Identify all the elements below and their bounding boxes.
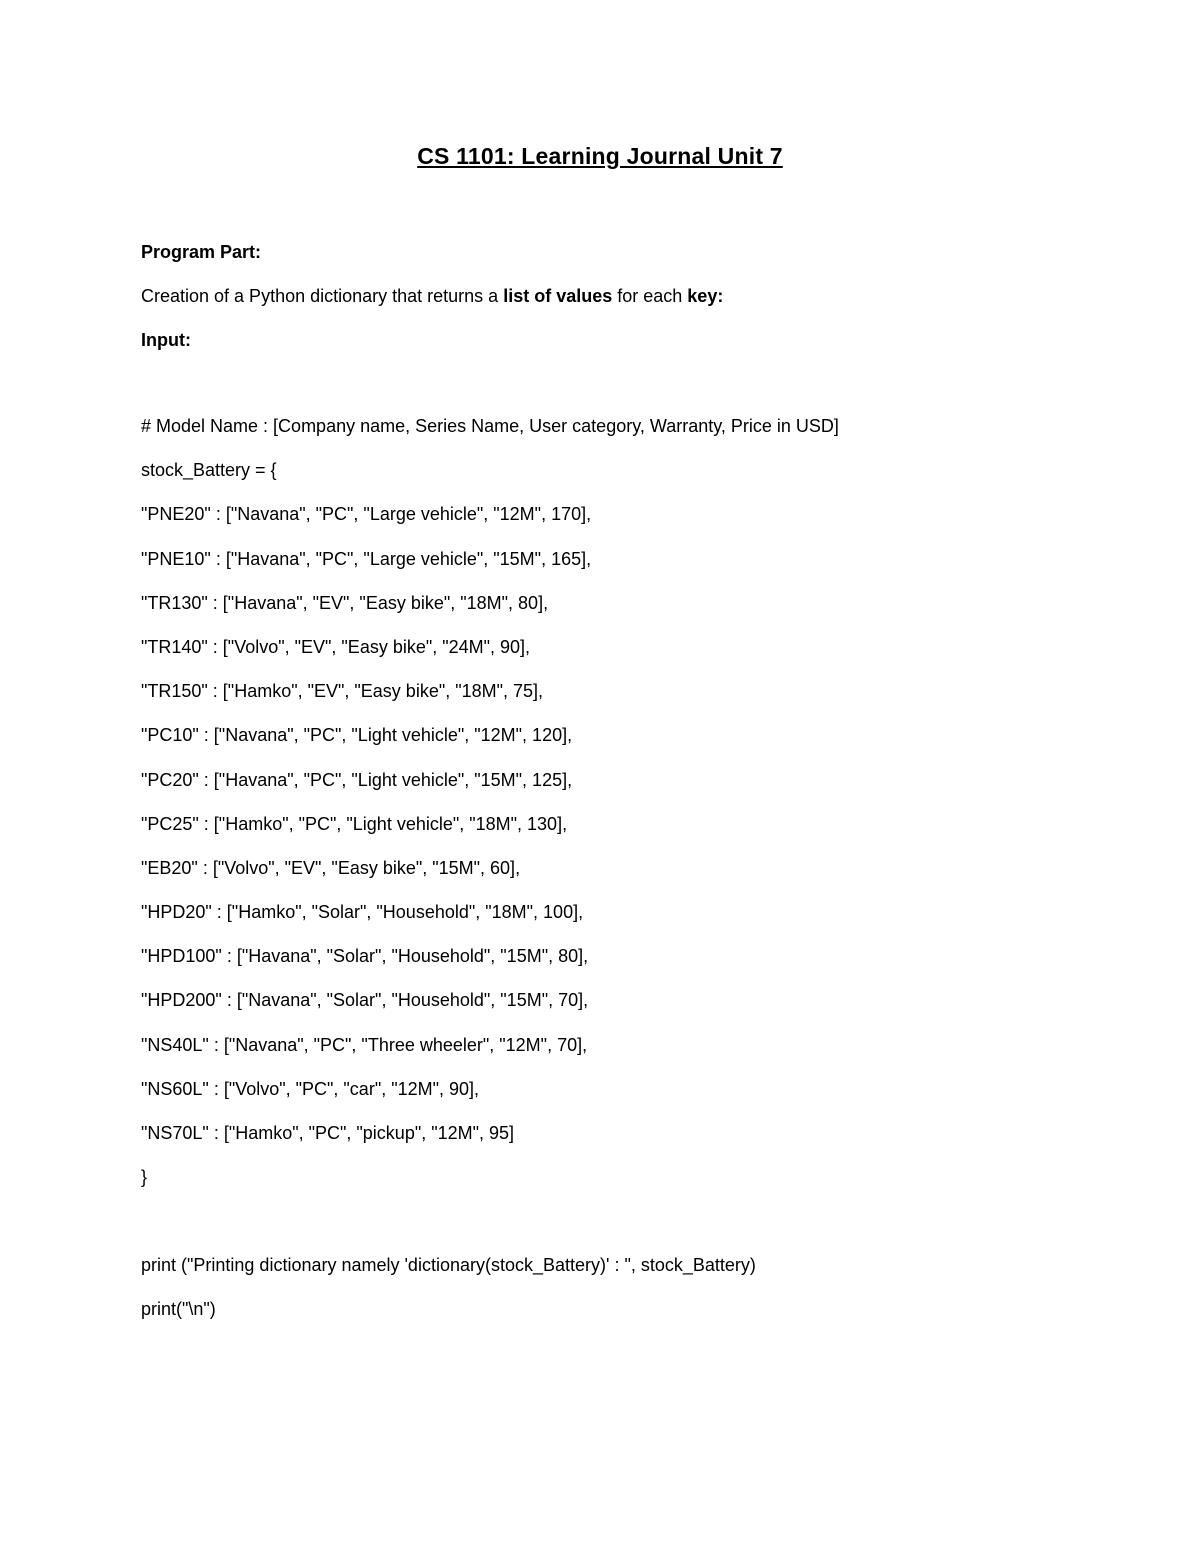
code-line: stock_Battery = { [141,460,277,481]
description-paragraph [141,284,1141,308]
description-text-2: for each [612,286,688,306]
code-block [141,414,1141,1209]
code-line: "TR130" : ["Havana", "EV", "Easy bike", "18M", 80], [141,592,549,613]
code-line: "HPD20" : ["Hamko", "Solar", "Household", "18M", 100], [141,902,584,923]
code-line: "TR140" : ["Volvo", "EV", "Easy bike", "24M", 90], [141,636,531,657]
section-heading: Program Part: [141,242,262,262]
code-line: "PC10" : ["Navana", "PC", "Light vehicle", "12M", 120], [141,725,573,746]
page-title: CS 1101: Learning Journal Unit 7 [417,143,783,169]
print-line: print ("Printing dictionary namely 'dictionary(stock_Battery)' : ", stock_Battery) [141,1255,756,1275]
code-line: "HPD100" : ["Havana", "Solar", "Household", "15M", 80], [141,946,589,967]
code-line: "EB20" : ["Volvo", "EV", "Easy bike", "15M", 60], [141,857,521,878]
code-line: "PNE10" : ["Havana", "PC", "Large vehicle", "15M", 165], [141,548,592,569]
code-line: "NS40L" : ["Navana", "PC", "Three wheeler", "12M", 70], [141,1034,588,1055]
description-bold-2: key: [687,286,724,306]
code-line: "HPD200" : ["Navana", "Solar", "Household", "15M", 70], [141,990,589,1011]
code-line: "TR150" : ["Hamko", "EV", "Easy bike", "18M", 75], [141,681,544,702]
code-line: "NS70L" : ["Hamko", "PC", "pickup", "12M", 95] [141,1123,515,1143]
print-statements [141,1253,1141,1341]
code-line: "PC25" : ["Hamko", "PC", "Light vehicle", "18M", 130], [141,813,568,834]
input-label: Input: [141,330,191,350]
description-bold-1: list of values [503,286,613,306]
code-line: # Model Name : [Company name, Series Name, User category, Warranty, Price in USD] [141,416,839,436]
code-line: "PNE20" : ["Navana", "PC", "Large vehicle", "12M", 170], [141,504,592,525]
code-line: "PC20" : ["Havana", "PC", "Light vehicle", "15M", 125], [141,769,573,790]
description-text-1: Creation of a Python dictionary that returns a [141,286,504,306]
code-line: } [141,1167,148,1188]
print-line: print("\n") [141,1299,216,1320]
code-line: "NS60L" : ["Volvo", "PC", "car", "12M", 90], [141,1078,480,1099]
